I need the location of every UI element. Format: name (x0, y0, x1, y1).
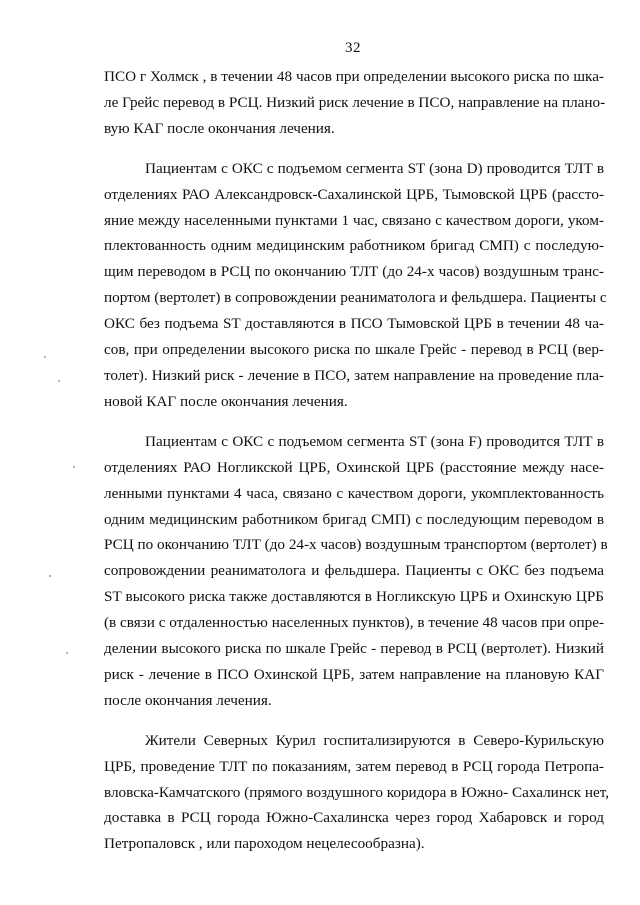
scan-speck (73, 466, 75, 468)
paragraph-2 (104, 156, 607, 415)
text-line: риск - лечение в ПСО Охинской ЦРБ, затем направление на плановую КАГ (104, 665, 604, 683)
text-line: портом (вертолет) в сопровождении реаниматолога и фельдшера. Пациенты с (104, 289, 607, 307)
text-line: вловска-Камчатского (прямого воздушного коридора в Южно- Сахалинск нет, (104, 783, 610, 801)
paragraph-4 (104, 728, 610, 858)
text-line: ле Грейс перевод в РСЦ. Низкий риск лечение в ПСО, направление на плано- (104, 93, 606, 111)
text-line: новой КАГ после окончания лечения. (104, 392, 348, 410)
text-line: РСЦ по окончанию ТЛТ (до 24-х часов) воздушным транспортом (вертолет) в (104, 536, 608, 554)
document-body (104, 64, 610, 857)
text-line: яние между населенными пунктами 1 час, связано с качеством дороги, уком- (104, 211, 604, 229)
text-line: вую КАГ после окончания лечения. (104, 119, 335, 137)
text-line: Петропаловск , или пароходом нецелесообразна). (104, 835, 425, 853)
text-line: одним медицинским работником бригад СМП) с последующим переводом в (104, 510, 604, 528)
text-line: делении высокого риска по шкале Грейс - перевод в РСЦ (вертолет). Низкий (104, 640, 604, 658)
text-line: толет). Низкий риск - лечение в ПСО, затем направление на проведение пла- (104, 366, 604, 384)
text-line: отделениях РАО Александровск-Сахалинской ЦРБ, Тымовской ЦРБ (рассто- (104, 185, 604, 203)
text-line: сов, при определении высокого риска по шкале Грейс - перевод в РСЦ (вер- (104, 341, 604, 359)
scan-speck (44, 356, 46, 358)
text-line: сопровождении реаниматолога и фельдшера. Пациенты с ОКС без подъема (104, 562, 604, 580)
text-line: доставка в РСЦ города Южно-Сахалинска через город Хабаровск и город (104, 809, 604, 827)
text-line: отделениях РАО Ногликской ЦРБ, Охинской ЦРБ (расстояние между насе- (104, 458, 604, 476)
scan-speck (66, 652, 68, 654)
text-line: ленными пунктами 4 часа, связано с качеством дороги, укомплектованность (104, 484, 604, 502)
text-line: Жители Северных Курил госпитализируются в Северо-Курильскую (145, 731, 604, 749)
text-line: плектованность одним медицинским работником бригад СМП) с последую- (104, 237, 604, 255)
scan-speck (49, 575, 51, 577)
text-line: ПСО г Холмск , в течении 48 часов при определении высокого риска по шка- (104, 68, 604, 85)
text-line: после окончания лечения. (104, 691, 272, 709)
scan-speck (58, 380, 60, 382)
text-line: ST высокого риска также доставляются в Ногликскую ЦРБ и Охинскую ЦРБ (104, 588, 604, 606)
text-line: ЦРБ, проведение ТЛТ по показаниям, затем перевод в РСЦ города Петропа- (104, 757, 604, 775)
text-line: ОКС без подъема ST доставляются в ПСО Тымовской ЦРБ в течении 48 ча- (104, 315, 604, 333)
text-line: Пациентам с ОКС с подъемом сегмента ST (зона F) проводится ТЛТ в (145, 432, 604, 450)
paragraph-1 (104, 64, 604, 142)
page-number: 32 (345, 40, 361, 56)
paragraph-3 (104, 429, 608, 714)
text-line: Пациентам с ОКС с подъемом сегмента ST (зона D) проводится ТЛТ в (145, 159, 604, 177)
text-line: (в связи с отдаленностью населенных пунктов), в течение 48 часов при опре- (104, 614, 604, 632)
text-line: щим переводом в РСЦ по окончанию ТЛТ (до 24-х часов) воздушным транс- (104, 263, 604, 281)
